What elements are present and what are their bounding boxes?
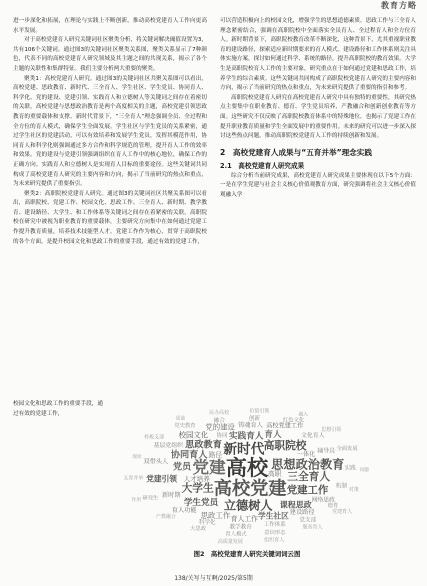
word-cloud-term: 铸魂育人 [238,422,263,430]
word-cloud-term: 红色文化 [282,417,305,424]
word-cloud-term: 党建引领 [146,474,177,484]
paragraph: 校园文化和思政工作的重要手段，通过有效的党建工作， [13,401,103,417]
word-cloud-term: 党史教育 [174,422,196,429]
word-cloud-term: 融入 [298,412,308,418]
word-cloud [111,397,383,545]
word-cloud-term: 新时代 [223,441,265,458]
word-cloud-term: 育人工作 [230,514,258,523]
word-cloud-term: 党员 [172,461,192,473]
word-cloud-term: 建设路径 [289,509,315,517]
paragraph: 高职院校党建育人研究在高校党建育人研究中具有独特的重要性，其研究热点主要集中在职业教育、德育、学生党员培养、产教融合和创新创业教育等方面。这些研究不仅反映了高职院校教育体系中的特殊地位，也揭示了党建工作在提升职业教育质量和学生全面发展中的重要作用。未来的研究可以进一步深入探讨这些热点问题，推动高职院校党建育人工作的持续创新和发展。 [220,94,416,140]
word-cloud-term: 思想政治教育 [271,457,345,472]
word-cloud-term: 价值引领 [249,408,270,415]
word-cloud-term: 问题 [359,467,369,473]
word-cloud-term: 党支部 [299,517,317,524]
word-cloud-term: 课程思政 [279,500,312,510]
word-cloud-term: 校园文化 [178,430,209,440]
word-cloud-term: 党建 [192,457,226,478]
word-cloud-term: 现状 [132,454,142,460]
word-cloud-term: 研究生 [142,495,159,502]
word-cloud-term: 大学生 [181,481,214,495]
word-cloud-term: 育人 [264,429,282,440]
left-column [13,17,207,247]
word-cloud-term: 思想引领 [321,427,342,434]
word-cloud-term: 育人模式 [225,531,247,538]
word-cloud-term: 融合 [213,417,225,424]
word-cloud-term: 实践育人 [229,431,264,442]
word-cloud-term: 思政工作 [200,510,231,520]
word-cloud-term: 服务育人 [302,524,323,531]
paragraph: 对于高校党建育人研究关键词社区聚类分析，将关键词解决阈值设置为3，共有106个关键词。通过图3的关键词社区聚类关系图，聚类关系显示了7种颜色，代表不同的高校党建育人研究领域及其主题之间的共现关系，揭示了各个主题的关联性和集群特征。我们主要分析两大重要的聚类。 [13,37,207,72]
figure-caption: 图2 高校党建育人研究关键词词云图 [193,550,301,558]
left-bottom-text [13,400,103,419]
word-cloud-term: 产教融合 [155,513,176,520]
word-cloud-term: 实践 [344,465,356,472]
word-cloud-term: 大思政 [190,526,207,533]
word-cloud-term: 高职院校 [263,438,307,452]
paragraph: 综合分析当前研究成果，高校党建育人研究成果主要体现在以下5个方面：一是在学生党建与社会主义核心价值观教育方面，研究强调将社会主义核心价值观融入学 [220,172,416,198]
word-cloud-term: 育人功能 [171,506,197,514]
word-cloud-term: 高校党建工作 [266,422,304,430]
word-cloud-term: 人才培养 [183,475,210,484]
word-cloud-term: 高校党建 [213,478,287,500]
word-cloud-term: 路径 [208,450,223,459]
word-cloud-term: 协同育人 [170,449,208,461]
word-cloud-term: 五育并举 [123,475,144,482]
word-cloud-term: 党建工作 [286,484,329,497]
word-cloud-term: 三全育人 [287,470,331,484]
word-cloud-term: 立德树人 [223,498,273,513]
word-cloud-term: 科学化 [198,520,216,527]
word-cloud-term: 组织育人 [264,537,285,544]
word-cloud-term: 双带头人 [143,458,169,466]
word-cloud-term: 网络思政 [311,497,336,504]
section-title: 2 高校党建育人成果与“五育并举”理念实践 [220,147,372,157]
word-cloud-term: 思政教育 [185,439,222,451]
word-cloud-term: 德育 [327,503,339,510]
word-cloud-term: 学生党员 [183,497,219,508]
word-cloud-term: 辅导员 [317,448,336,455]
word-cloud-term: 对策 [348,486,359,493]
word-cloud-term: 民办高校 [209,410,230,417]
paragraph: 进一步深化和拓展，在理论与实践上不断创新，推动高校党建育人工作向更高水平发展。 [13,18,207,34]
word-cloud-term: 文化育人 [300,433,325,440]
word-cloud-term: 党的建设 [205,422,235,432]
word-cloud-term: 基层党组织 [153,443,183,450]
word-cloud-term: 质量 [175,416,186,422]
word-cloud-term: 样板支部 [144,434,165,441]
word-cloud-term: 高职 [267,470,282,479]
word-cloud-term: 一体化 [296,451,316,459]
word-cloud-term: 机制 [335,483,347,490]
word-cloud-term: 创新 [248,415,261,422]
word-cloud-term: 工作体系 [263,522,286,529]
word-cloud-term: 意识形态 [264,529,286,536]
word-cloud-term: 协同 [216,433,228,440]
subsection-title: 2.1 高校党建育人研究成果 [220,161,305,170]
right-column [220,17,416,201]
word-cloud-term: 党建育人 [332,509,353,516]
word-cloud-figure [111,397,383,545]
word-cloud-term: 教学教育 [229,524,252,531]
word-cloud-term: 高校 [225,455,269,480]
header-band [0,0,427,10]
word-cloud-term: 学生社区 [258,511,289,521]
paragraph: 聚类1：高校党建育人研究。通过图3的关键词社区共聚关系图可以看出，高校党建、思政教育、新时代、三全育人、学生社区、学生党员、协同育人、科学化、党的建设、党建引领、实践育人和立德树人等关键词之间存在着密切的关联。高校党建与思想政治教育是两个高度相关的主题，高校党建引领思政教育的重要载体和支撑。新时代背景下，“三全育人”理念强调全员、全过程和全方位的育人模式，确保学生全面发展。学生社区与学生党员的关系紧密，通过学生社区的党建活动，可以有效培养和发展学生党员，发挥其模范作用，协同育人和科学化则强调通过多方合作和科学规范的管理，提升育人工作的效率和效果。党的建设与党建引领强调组织在育人工作中的核心地位，确保工作的正确方向。实践育人和立德树人是实现育人目标的重要途径。这些关键词共同构成了高校党建育人研究的主要内容和方向，揭示了当前研究的热点和重点，为未来研究提供了重要指引。 [13,75,207,188]
paragraph: 可以营造积极向上的校园文化，增强学生的思想道德素质。思政工作与三全育人理念紧密结合，强调在高职院校中全面落实全员育人、全过程育人和全方位育人。新时期背景下，高职院校教育改革不断深化，这种背景下，尤其重视职业教育的建设路径，探索适应新时期要求的育人模式。建设路径和工作体系则关注具体实施方案，探讨如何通过科学、系统的路径，提升高职院校的教育效果。大学生是高职院校育人工作的主要对象，研究重点在于如何通过党建和思政工作，培养学生的综合素质。这些关键词共同构成了高职院校党建育人研究的主要内容和方向，揭示了当前研究的热点和重点，为未来研究提供了重要的指引和参考。 [220,18,416,92]
word-cloud-term: 作用 [131,497,141,503]
word-cloud-term: 新时期 [161,491,181,499]
word-cloud-term: 高质量发展 [217,538,243,545]
paragraph: 聚类2：高职院校党建育人研究。通过图3的关键词社区共聚关系图可以看出，高职院校、党建工作、校园文化、思政工作、三全育人、新时期、教学教育、建设路径、大学生、和工作体系等关键词之间存在着紧密的关联。高职院校在研究中被视为职业教育的重要载体，主要研究方向集中在如何通过党建工作提升教育质量，培养技术技能型人才。党建工作作为核心，贯穿于高职院校的各个方面，是提升校园文化和思政工作的重要手段，通过有效的党建工作， [13,190,207,245]
journal-logo: 教育方略 [381,1,417,10]
page-footer: 138/关写与互啊/2025/第5期 [174,575,253,582]
word-cloud-term: 全面发展 [336,446,358,453]
